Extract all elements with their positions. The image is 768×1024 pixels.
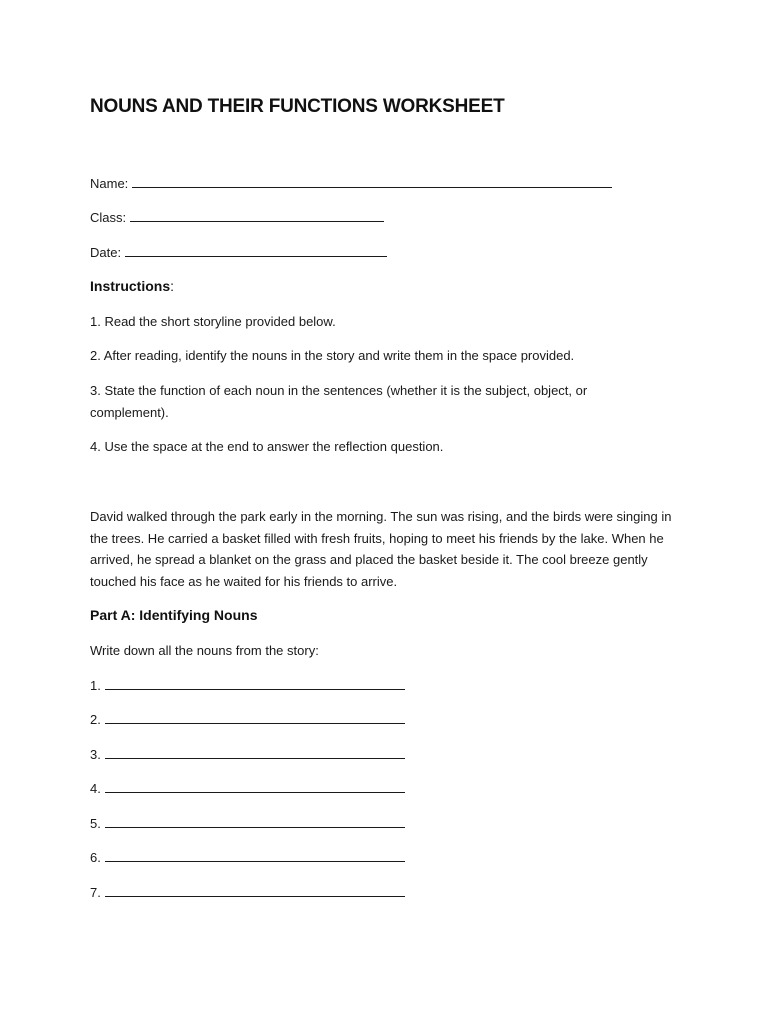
part-a-heading: Part A: Identifying Nouns	[90, 607, 258, 623]
instruction-item: 3. State the function of each noun in the sentences (whether it is the subject, object, or complement).	[90, 383, 588, 420]
answer-blank[interactable]	[105, 779, 405, 793]
answer-number: 6.	[90, 850, 101, 865]
story-paragraph: David walked through the park early in the morning. The sun was rising, and the birds were singing in the trees. He carried a basket filled with fresh fruits, hoping to meet his friends by the lake. When he arrived, he spread a blanket on the grass and placed the basket beside it. The cool breeze gently touched his face as he waited for his friends to arrive.	[90, 509, 672, 589]
name-label: Name:	[90, 176, 129, 191]
answer-number: 2.	[90, 712, 101, 727]
answer-blank[interactable]	[105, 745, 405, 759]
instruction-item: 4. Use the space at the end to answer the reflection question.	[90, 439, 444, 454]
answer-number: 7.	[90, 885, 101, 900]
instructions-heading-text: Instructions	[90, 278, 171, 294]
instruction-item: 1. Read the short storyline provided below.	[90, 314, 336, 329]
answer-line-row	[90, 745, 405, 765]
answer-blank[interactable]	[105, 883, 405, 897]
answer-line-row	[90, 848, 405, 868]
name-field-row	[90, 174, 612, 194]
answer-blank[interactable]	[105, 676, 405, 690]
class-blank[interactable]	[130, 208, 384, 222]
answer-blank[interactable]	[105, 848, 405, 862]
answer-line-row	[90, 883, 405, 903]
page-title: NOUNS AND THEIR FUNCTIONS WORKSHEET	[90, 96, 505, 117]
answer-blank[interactable]	[105, 710, 405, 724]
date-blank[interactable]	[125, 243, 387, 257]
answer-number: 1.	[90, 678, 101, 693]
answer-line-row	[90, 779, 405, 799]
answer-line-row	[90, 814, 405, 834]
answer-line-row	[90, 676, 405, 696]
instructions-heading	[90, 278, 174, 294]
instruction-item: 2. After reading, identify the nouns in the story and write them in the space provided.	[90, 348, 575, 363]
name-blank[interactable]	[132, 174, 612, 188]
answer-blank[interactable]	[105, 814, 405, 828]
part-a-prompt: Write down all the nouns from the story:	[90, 643, 319, 658]
answer-number: 4.	[90, 781, 101, 796]
date-label: Date:	[90, 245, 122, 260]
answer-number: 5.	[90, 816, 101, 831]
instructions-heading-colon: :	[170, 278, 175, 294]
class-label: Class:	[90, 210, 127, 225]
date-field-row	[90, 243, 387, 263]
answer-line-row	[90, 710, 405, 730]
class-field-row	[90, 208, 384, 228]
answer-number: 3.	[90, 747, 101, 762]
